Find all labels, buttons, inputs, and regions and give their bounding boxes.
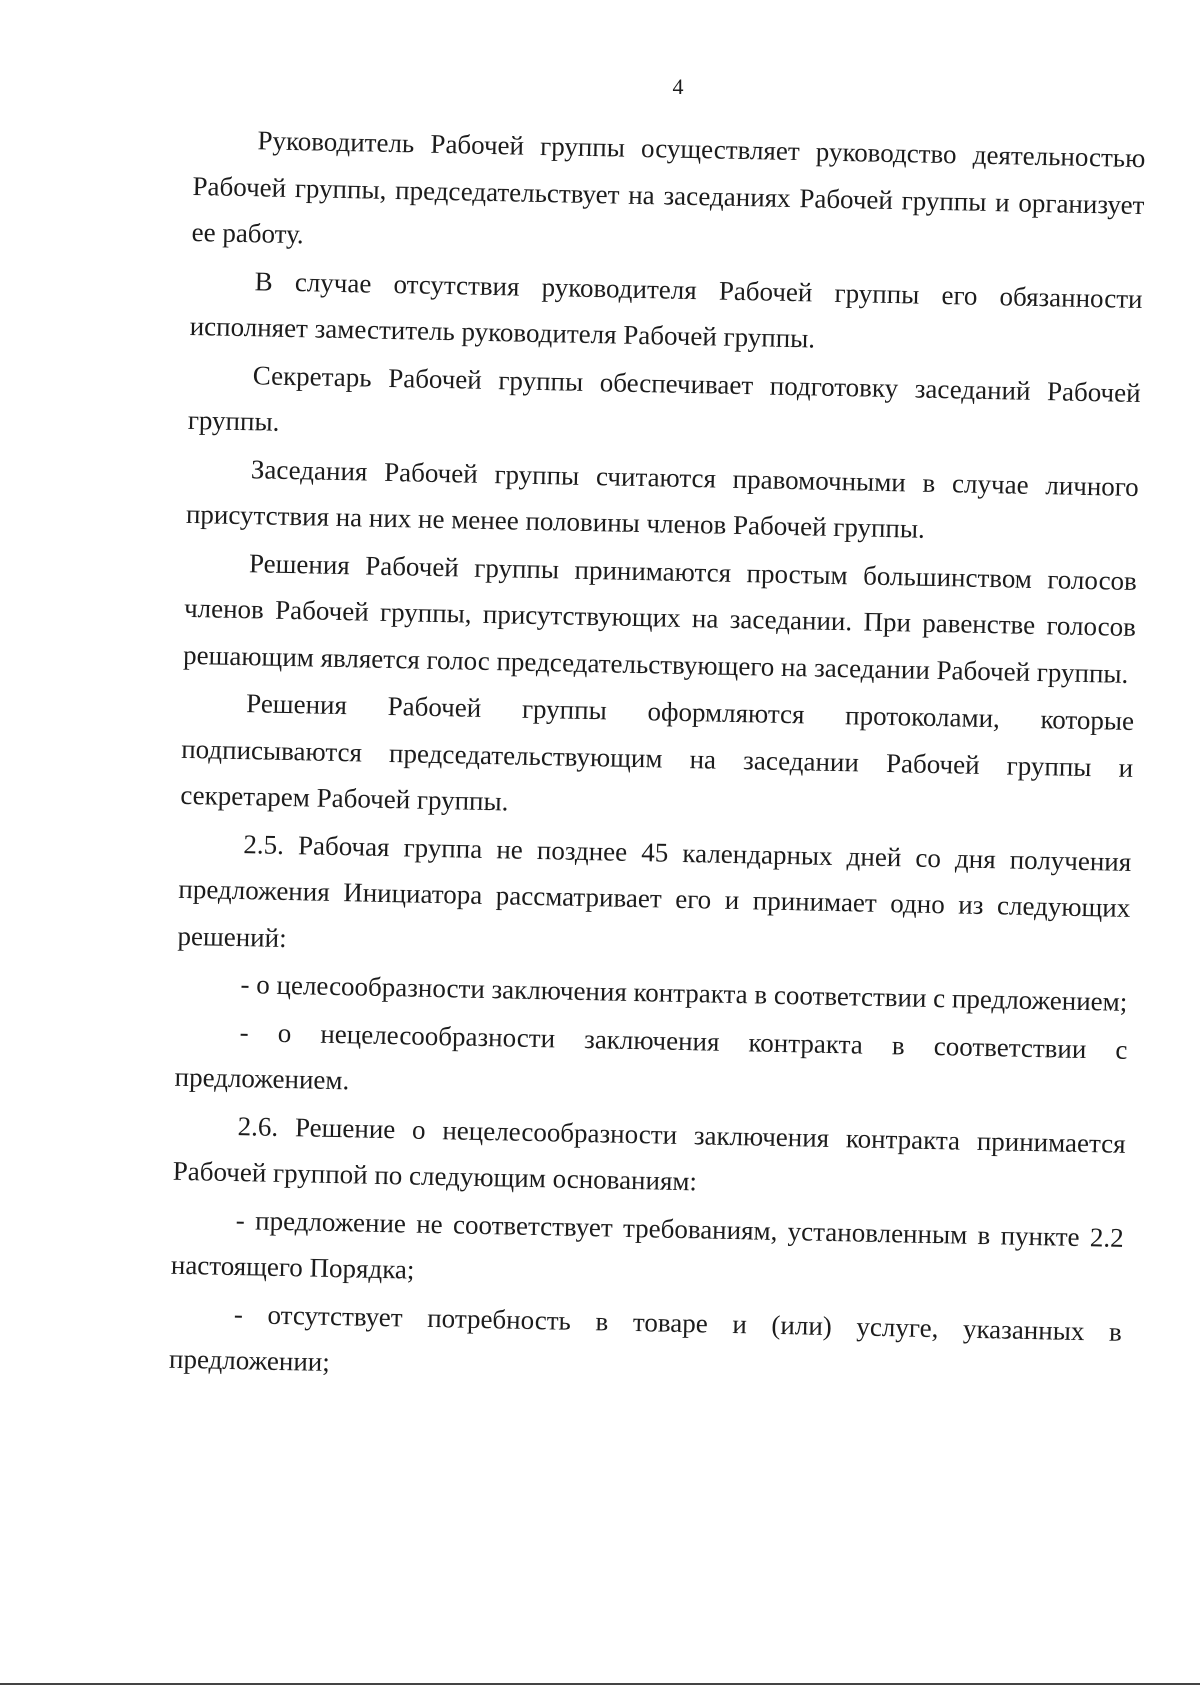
- paragraph-quorum: Заседания Рабочей группы считаются правомочными в случае личного присутствия на них не менее половины членов Рабочей группы.: [185, 453, 1140, 544]
- list-item-expedient: - о целесообразности заключения контракта в соответствии с предложением;: [240, 969, 1128, 1017]
- paragraph-2-5: 2.5. Рабочая группа не позднее 45 календарных дней со дня получения предложения Инициатора рассматривает его и принимает одно из следующих решений:: [177, 828, 1132, 953]
- page-number: 4: [672, 74, 684, 99]
- paragraph-leader-role: Руководитель Рабочей группы осуществляет руководство деятельностью Рабочей группы, председательствует на заседаниях Рабочей группы и организует ее работу.: [191, 125, 1146, 250]
- list-item-no-need: - отсутствует потребность в товаре и (или) услуге, указанных в предложении;: [168, 1298, 1123, 1377]
- scan-bottom-edge: [0, 1683, 1200, 1685]
- list-item-requirements: - предложение не соответствует требованиям, установленным в пункте 2.2 настоящего Порядка;: [170, 1204, 1124, 1285]
- paragraph-2-6: 2.6. Решение о нецелесообразности заключения контракта принимается Рабочей группой по следующим основаниям:: [172, 1110, 1126, 1197]
- paragraph-voting: Решения Рабочей группы принимаются простым большинством голосов членов Рабочей группы, присутствующих на заседании. При равенстве голосов решающим является голос председательствующего на заседании Рабочей группы.: [182, 547, 1138, 689]
- list-item-inexpedient: - о нецелесообразности заключения контракта в соответствии с предложением.: [174, 1016, 1128, 1096]
- paragraph-protocols: Решения Рабочей группы оформляются протоколами, которые подписываются председательствующим на заседании Рабочей группы и секретарем Рабочей группы.: [180, 688, 1135, 817]
- paragraph-deputy: В случае отсутствия руководителя Рабочей группы его обязанности исполняет заместитель руководителя Рабочей группы.: [189, 265, 1143, 354]
- document-body: [169, 116, 1146, 1402]
- paragraph-secretary: Секретарь Рабочей группы обеспечивает подготовку заседаний Рабочей группы.: [187, 359, 1141, 437]
